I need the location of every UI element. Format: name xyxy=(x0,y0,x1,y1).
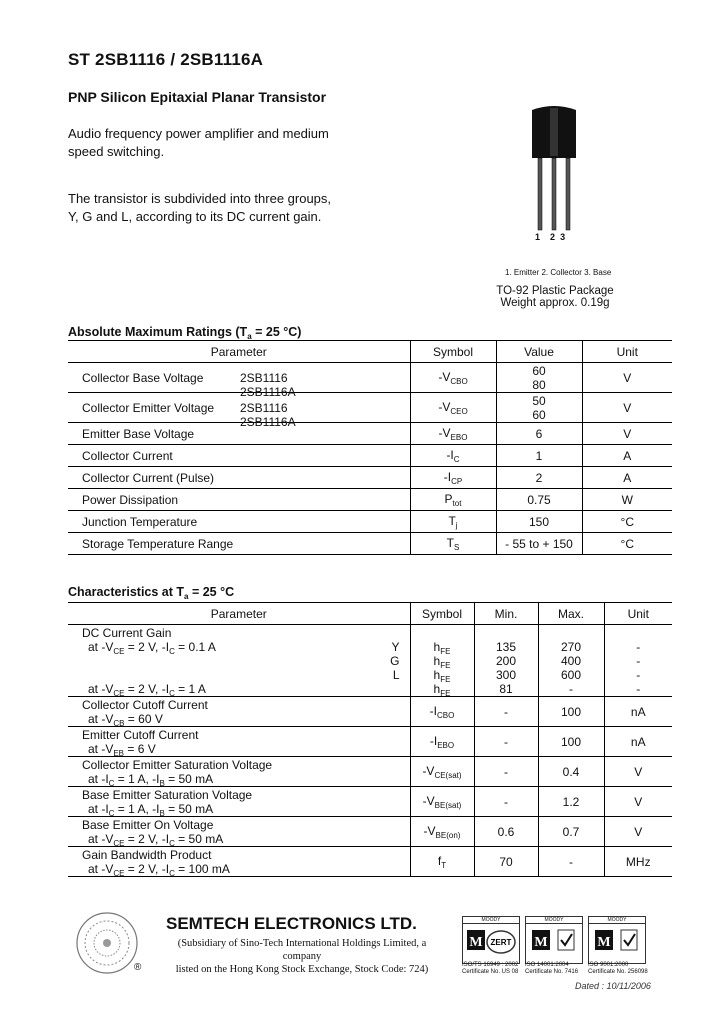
to92-package-illustration xyxy=(520,100,590,250)
table-row: Junction Temperature $T_j$ 150 °C xyxy=(68,511,672,533)
header-max: Max. xyxy=(538,603,604,625)
cert-text-1: ISO/TS 16949 : 2002 Certificate No. US 08 xyxy=(462,962,519,975)
header-unit: Unit xyxy=(582,341,672,363)
characteristics-heading: Characteristics at $T_a = 25$ °C xyxy=(68,585,235,601)
abs-max-header-row xyxy=(68,341,672,363)
abs-max-table xyxy=(68,340,672,555)
page-title: ST 2SB1116 / 2SB1116A xyxy=(68,50,264,69)
page-subtitle: PNP Silicon Epitaxial Planar Transistor xyxy=(68,89,327,105)
table-row: Base Emitter On Voltage at $-V_{CE} = 2$ V, $-I_C = 50$ mA $-V_{BE(on)}$ 0.6 0.7 V xyxy=(68,817,672,847)
table-row: Collector Base Voltage 2SB1116 2SB1116A $-V_{CBO}$ 60 80 V xyxy=(68,363,672,393)
header-parameter: Parameter xyxy=(68,341,410,363)
company-name: SEMTECH ELECTRONICS LTD. xyxy=(166,914,417,933)
cert-badge-iso9001: MOODY M xyxy=(588,916,646,964)
table-row: Collector Emitter Voltage 2SB1116 2SB1116A $-V_{CEO}$ 50 60 V xyxy=(68,393,672,423)
cert-badge-ts16949: MOODY M ZERT xyxy=(462,916,520,964)
table-row-dc-gain: DC Current Gain at $-V_{CE} = 2$ V, $-I_C = 0.1$ A at $-V_{CE} = 2$ V, $-I_C = 1$ A Y G L $h_{FE}$ $h_{FE}$ $h_{FE}$ $h_{FE}$ 135 200 300 81 270 400 600 - - - - - xyxy=(68,625,672,697)
svg-text:M: M xyxy=(597,935,611,950)
svg-text:M: M xyxy=(469,935,483,950)
characteristics-table xyxy=(68,602,672,877)
certification-mark-icon xyxy=(589,924,645,964)
table-row: Base Emitter Saturation Voltage at $-I_C = 1$ A, $-I_B = 50$ mA $-V_{BE(sat)}$ - 1.2 V xyxy=(68,787,672,817)
abs-max-heading: Absolute Maximum Ratings ($T_a = 25$ °C) xyxy=(68,325,302,341)
registered-mark: ® xyxy=(134,962,142,973)
header-symbol: Symbol xyxy=(410,341,496,363)
description-1: Audio frequency power amplifier and medium speed switching. xyxy=(68,126,329,159)
company-subsidiary-note: (Subsidiary of Sino-Tech International Holdings Limited, a company listed on the Hong Kong Stock Exchange, Stock Code: 724) xyxy=(175,938,429,975)
table-row: Collector Emitter Saturation Voltage at $-I_C = 1$ A, $-I_B = 50$ mA $-V_{CE(sat)}$ - 0.4 V xyxy=(68,757,672,787)
svg-text:ZERT: ZERT xyxy=(490,938,512,947)
header-unit: Unit xyxy=(604,603,672,625)
table-row: Gain Bandwidth Product at $-V_{CE} = 2$ V, $-I_C = 100$ mA $f_T$ 70 - MHz xyxy=(68,847,672,877)
header-parameter: Parameter xyxy=(68,603,410,625)
characteristics-header-row xyxy=(68,603,672,625)
gain-groups: Y G L xyxy=(390,639,400,682)
table-row: Collector Cutoff Current at $-V_{CB} = 60$ V $-I_{CBO}$ - 100 nA xyxy=(68,697,672,727)
table-row: Collector Current $-I_C$ 1 A xyxy=(68,445,672,467)
header-min: Min. xyxy=(474,603,538,625)
semtech-logo-icon xyxy=(74,910,140,976)
package-caption: TO-92 Plastic Package Weight approx. 0.19g xyxy=(496,285,614,309)
cert-text-3: ISO 9001:2000 Certificate No. 256098 xyxy=(588,962,648,975)
pin-numbers: 1 2 3 xyxy=(535,232,566,242)
document-date: Dated : 10/11/2006 xyxy=(575,981,651,991)
table-row: Emitter Cutoff Current at $-V_{EB} = 6$ V $-I_{EBO}$ - 100 nA xyxy=(68,727,672,757)
svg-text:M: M xyxy=(534,935,548,950)
cert-text-2: ISO 14001:2004 Certificate No. 7416 xyxy=(525,962,579,975)
table-row: Power Dissipation $P_{tot}$ 0.75 W xyxy=(68,489,672,511)
cert-badge-iso14001: MOODY M xyxy=(525,916,583,964)
header-symbol: Symbol xyxy=(410,603,474,625)
pin-legend: 1. Emitter 2. Collector 3. Base xyxy=(505,268,612,277)
certification-mark-icon xyxy=(463,924,519,964)
table-row: Collector Current (Pulse) $-I_{CP}$ 2 A xyxy=(68,467,672,489)
table-row: Storage Temperature Range $T_S$ - 55 to + 150 °C xyxy=(68,533,672,555)
certification-mark-icon xyxy=(526,924,582,964)
table-row: Emitter Base Voltage $-V_{EBO}$ 6 V xyxy=(68,423,672,445)
header-value: Value xyxy=(496,341,582,363)
description-2: The transistor is subdivided into three groups, Y, G and L, according to its DC current gain. xyxy=(68,191,332,224)
